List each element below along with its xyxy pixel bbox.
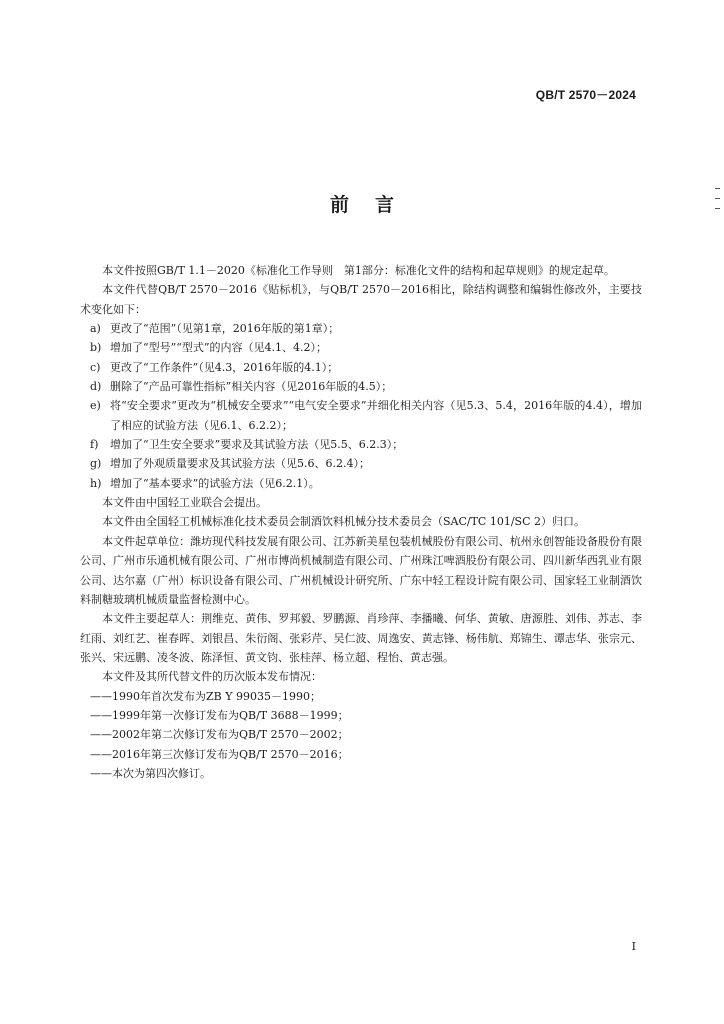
history-item: ——1990年首次发布为ZB Y 99035－1990； — [90, 689, 321, 703]
change-marker: f) — [90, 438, 99, 452]
change-text: 删除了“产品可靠性指标”相关内容（见2016年版的4.5）； — [110, 380, 393, 394]
margin-mark — [715, 188, 720, 189]
foreword-body — [80, 261, 642, 783]
change-marker: g) — [90, 457, 102, 471]
change-text: 更改了“工作条件”（见4.3，2016年版的4.1）； — [110, 360, 339, 374]
change-text: 增加了“卫生安全要求”要求及其试验方法（见5.5、6.2.3）； — [110, 438, 404, 452]
change-text: 增加了“基本要求”的试验方法（见6.2.1）。 — [110, 476, 320, 490]
standard-code: QB/T 2570－2024 — [535, 88, 636, 102]
change-text: 增加了“型号”“型式”的内容（见4.1、4.2）； — [110, 341, 327, 355]
change-item — [80, 319, 642, 338]
page-title: 前言 — [329, 194, 420, 216]
change-item — [80, 377, 642, 396]
page-number: I — [631, 940, 636, 953]
body-paragraph: 本文件由全国轻工机械标准化技术委员会制酒饮料机械分技术委员会（SAC/TC 101/SC 2）归口。 — [102, 515, 585, 529]
body-paragraph: 本文件由中国轻工业联合会提出。 — [102, 496, 267, 510]
change-text: 增加了外观质量要求及其试验方法（见5.6、6.2.4）； — [110, 457, 370, 471]
history-item: ——本次为第四次修订。 — [90, 766, 211, 780]
change-marker: c) — [90, 360, 101, 374]
history-item: ——1999年第一次修订发布为QB/T 3688－1999； — [90, 708, 349, 722]
change-marker: d) — [90, 380, 102, 394]
change-item — [80, 474, 642, 493]
history-item: ——2016年第三次修订发布为QB/T 2570－2016； — [90, 747, 349, 761]
drafters-paragraph: 本文件主要起草人：荆维克、黄伟、罗邦毅、罗鹏源、肖珍萍、李播曦、何华、黄敏、唐源胜、刘伟、苏志、李红雨、刘红艺、崔春晖、刘银昌、朱衍阁、张彩芹、吴仁波、周逸安、黄志锋、杨伟航、郑锦生、谭志华、张宗元、张兴、宋远鹏、凌冬波、陈泽恒、黄文钧、张桂萍、杨立超、程怡、黄志强。 — [80, 612, 642, 664]
drafting-units-paragraph: 本文件起草单位：潍坊现代科技发展有限公司、江苏新美星包装机械股份有限公司、杭州永创智能设备股份有限公司、广州市乐通机械有限公司、广州市博尚机械制造有限公司、广州珠江啤酒股份有限公司、四川新华西乳业有限公司、达尔嘉（广州）标识设备有限公司、广州机械设计研究所、广东中轻工程设计院有限公司、国家轻工业制酒饮料制糖玻璃机械质量监督检测中心。 — [80, 534, 642, 606]
change-item — [80, 358, 642, 377]
change-item — [80, 338, 642, 357]
change-item — [80, 435, 642, 454]
change-marker: h) — [90, 476, 102, 490]
change-text: 更改了“范围”（见第1章，2016年版的第1章）； — [110, 322, 340, 336]
history-intro: 本文件及其所代替文件的历次版本发布情况： — [102, 670, 322, 684]
change-item — [80, 454, 642, 473]
change-item — [80, 396, 642, 435]
intro-paragraph: 本文件按照GB/T 1.1－2020《标准化工作导则 第1部分：标准化文件的结构和起草规则》的规定起草。 — [102, 264, 615, 277]
change-marker: b) — [90, 341, 102, 355]
change-marker: a) — [90, 322, 101, 336]
change-marker: e) — [90, 399, 101, 413]
history-item: ——2002年第二次修订发布为QB/T 2570－2002； — [90, 728, 349, 742]
change-text: 将“安全要求”更改为“机械安全要求”“电气安全要求”并细化相关内容（见5.3、5.4，2016年版的4.4），增加了相应的试验方法（见6.1、6.2.2）； — [110, 399, 642, 432]
intro-paragraph: 本文件代替QB/T 2570－2016《贴标机》，与QB/T 2570－2016相比，除结构调整和编辑性修改外，主要技术变化如下： — [80, 283, 642, 316]
